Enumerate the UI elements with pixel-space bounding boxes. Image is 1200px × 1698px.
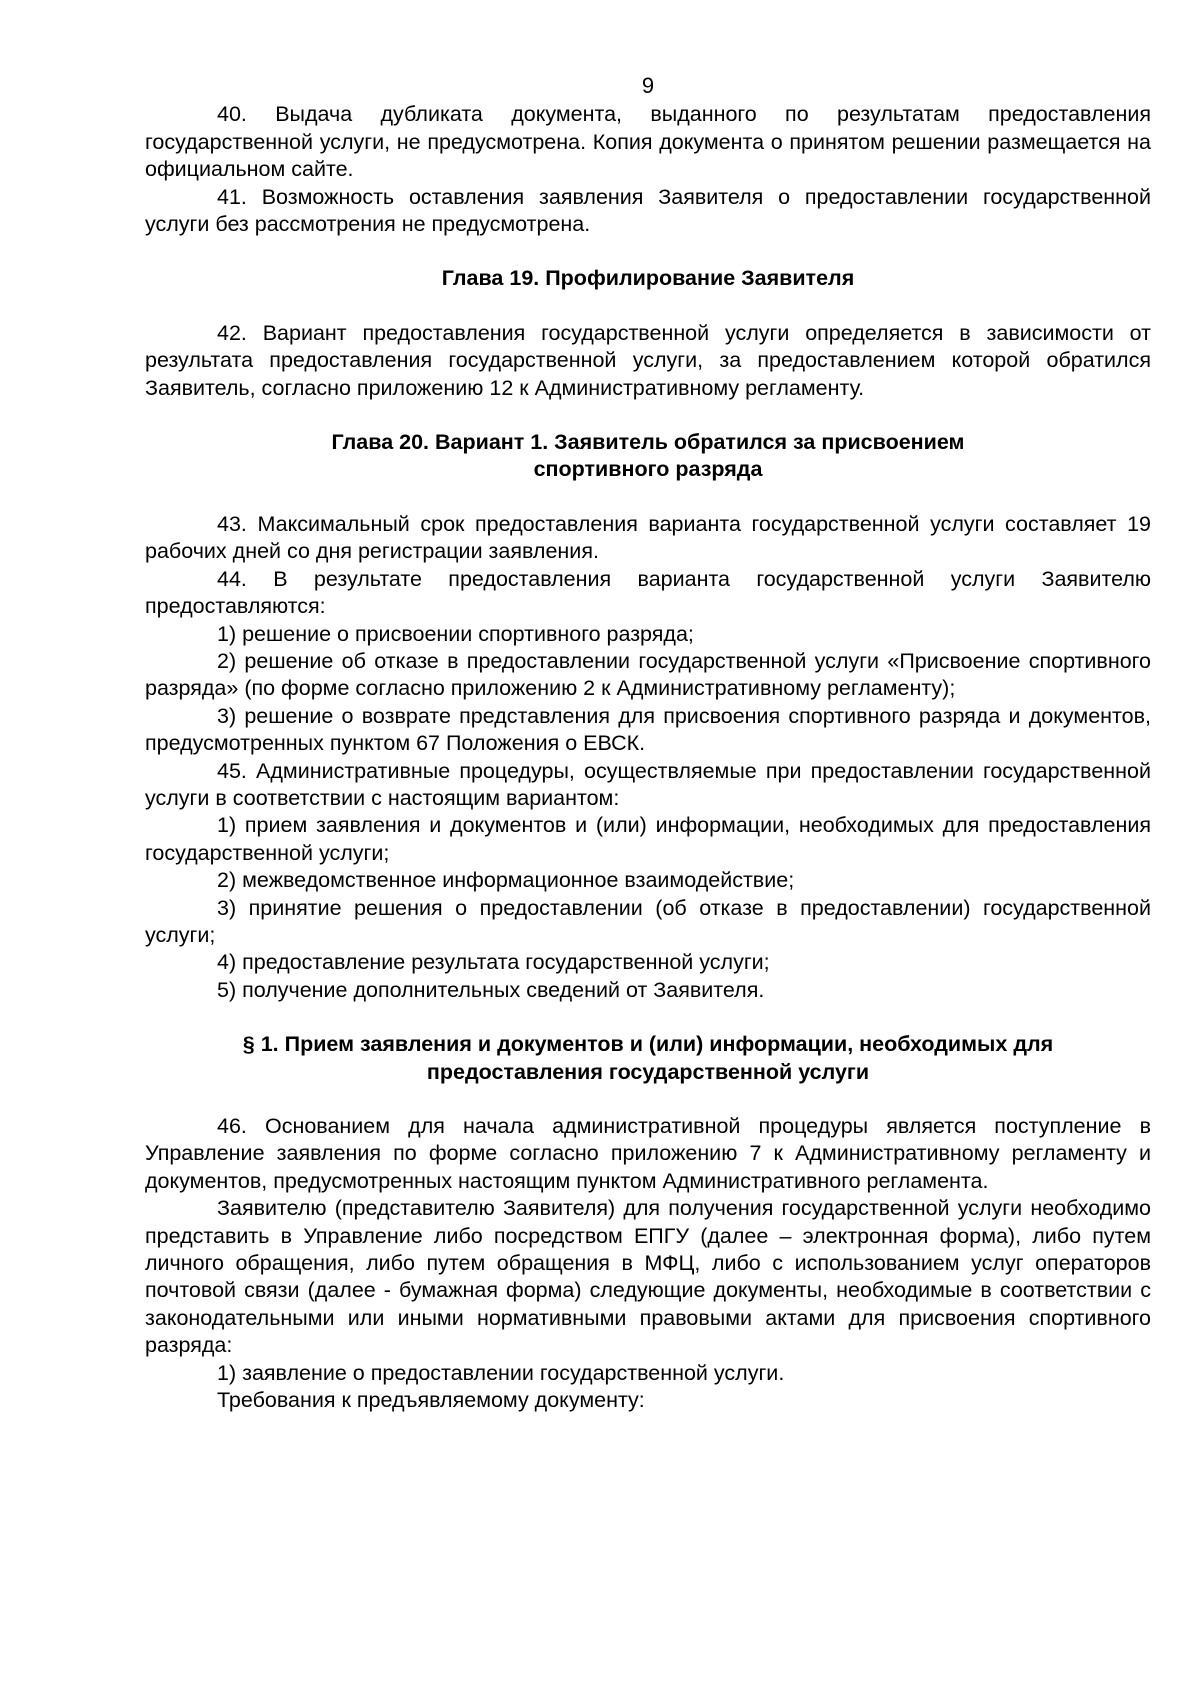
chapter-20-heading-line-2: спортивного разряда bbox=[533, 457, 763, 482]
paragraph-41: 41. Возможность оставления заявления Заявителя о предоставлении государственной услуги без рассмотрения не предусмотрена. bbox=[145, 184, 1151, 237]
paragraph-40: 40. Выдача дубликата документа, выданного по результатам предоставления государственной услуги, не предусмотрена. Копия документа о принятом решении размещается на официальном сайте. bbox=[145, 102, 1151, 182]
section-1-heading-line-2: предоставления государственной услуги bbox=[426, 1059, 870, 1084]
paragraph-43: 43. Максимальный срок предоставления варианта государственной услуги составляет 19 рабочих дней со дня регистрации заявления. bbox=[145, 511, 1151, 564]
document-page bbox=[145, 72, 1151, 1414]
list-item-44-3: 3) решение о возврате представления для присвоения спортивного разряда и документов, предусмотренных пунктом 67 Положения о ЕВСК. bbox=[145, 703, 1151, 756]
page-number: 9 bbox=[641, 73, 655, 98]
paragraph-46-applicant: Заявителю (представителю Заявителя) для получения государственной услуги необходимо представить в Управление либо посредством ЕПГУ (далее – электронная форма), либо путем личного обращения, либо путем обращения в МФЦ, либо с использованием услуг операторов почтовой связи (далее - бумажная форма) следующие документы, необходимые в соответствии с законодательными или иными нормативными правовыми актами для присвоения спортивного разряда: bbox=[145, 1196, 1151, 1358]
list-item-45-3: 3) принятие решения о предоставлении (об отказе в предоставлении) государственной услуги; bbox=[145, 895, 1151, 947]
chapter-19-heading: Глава 19. Профилирование Заявителя bbox=[441, 266, 855, 291]
section-1-heading-line-1: § 1. Прием заявления и документов и (или) информации, необходимых для bbox=[242, 1032, 1054, 1057]
paragraph-42: 42. Вариант предоставления государственной услуги определяется в зависимости от результата предоставления государственной услуги, за предоставлением которой обратился Заявитель, согласно приложению 12 к Административному регламенту. bbox=[145, 320, 1151, 400]
paragraph-46-requirements: Требования к предъявляемому документу: bbox=[217, 1388, 645, 1413]
chapter-20-heading bbox=[145, 429, 1151, 484]
paragraph-44: 44. В результате предоставления варианта государственной услуги Заявителю предоставляются: bbox=[145, 566, 1151, 619]
section-1-heading bbox=[145, 1031, 1151, 1086]
list-item-44-1: 1) решение о присвоении спортивного разряда; bbox=[217, 621, 694, 646]
list-item-44-2: 2) решение об отказе в предоставлении государственной услуги «Присвоение спортивного разряда» (по форме согласно приложению 2 к Административному регламенту); bbox=[145, 648, 1151, 701]
list-item-45-2: 2) межведомственное информационное взаимодействие; bbox=[217, 868, 795, 893]
list-item-45-4: 4) предоставление результата государственной услуги; bbox=[217, 950, 770, 975]
list-item-46-1: 1) заявление о предоставлении государственной услуги. bbox=[217, 1360, 785, 1385]
list-item-45-5: 5) получение дополнительных сведений от Заявителя. bbox=[217, 977, 765, 1002]
paragraph-46: 46. Основанием для начала административной процедуры является поступление в Управление заявления по форме согласно приложению 7 к Административному регламенту и документов, предусмотренных настоящим пунктом Административного регламента. bbox=[145, 1114, 1151, 1193]
paragraph-45: 45. Административные процедуры, осуществляемые при предоставлении государственной услуги в соответствии с настоящим вариантом: bbox=[145, 758, 1151, 810]
list-item-45-1: 1) прием заявления и документов и (или) информации, необходимых для предоставления государственной услуги; bbox=[145, 813, 1151, 865]
chapter-20-heading-line-1: Глава 20. Вариант 1. Заявитель обратился за присвоением bbox=[331, 430, 965, 455]
